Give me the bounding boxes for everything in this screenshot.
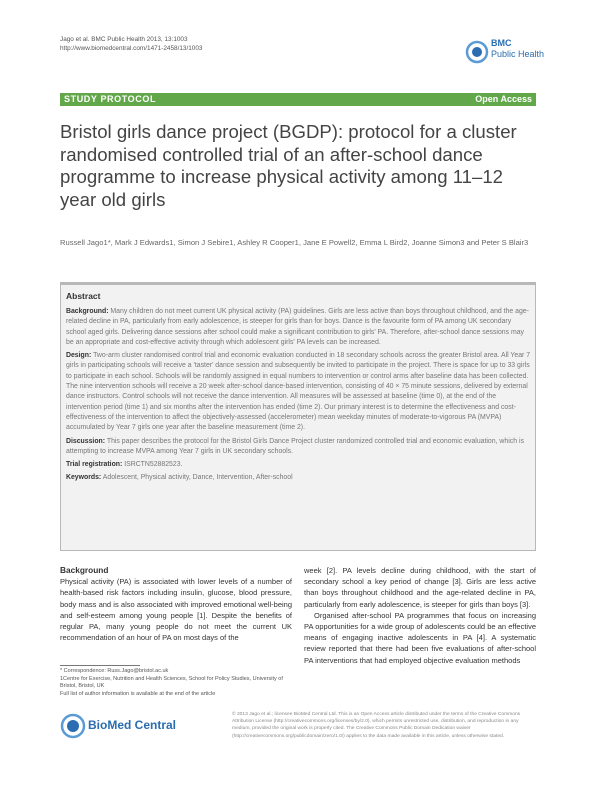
journal-name-line2: Public Health — [491, 49, 545, 59]
abstract-background-label: Background: — [66, 308, 109, 315]
abstract-background — [66, 307, 531, 348]
abstract-heading: Abstract — [66, 291, 101, 301]
article-type-label: STUDY PROTOCOL — [64, 94, 157, 104]
journal-name-line1: BMC — [491, 38, 512, 48]
article-type-banner — [60, 93, 536, 106]
body-column-right — [304, 565, 536, 666]
footnotes — [60, 668, 292, 699]
trial-registration-link[interactable]: ISRCTN52882523. — [124, 461, 183, 469]
open-access-label: Open Access — [475, 94, 532, 104]
abstract-discussion-label: Discussion: — [66, 437, 106, 445]
abstract-keywords — [66, 473, 531, 483]
body-paragraph-right-2: Organised after-school PA programmes that focus on increasing PA opportunities for a wide group of adolescents could be an effective means of engaging inactive adolescents in PA [4]. A systematic review reported that there had been five evaluations of after-school PA interventions that had employed objective evaluation methods — [304, 610, 536, 665]
abstract-design — [66, 351, 531, 433]
abstract-body — [66, 307, 531, 487]
background-heading: Background — [60, 565, 109, 575]
abstract-registration — [66, 460, 531, 470]
abstract-discussion — [66, 437, 531, 458]
article-title: Bristol girls dance project (BGDP): protocol for a cluster randomised controlled trial of an after-school dance programme to increase physical activity among 11–12 year old girls — [60, 121, 517, 210]
abstract-registration-label: Trial registration: — [66, 461, 123, 469]
author-list: Russell Jago1*, Mark J Edwards1, Simon J Sebire1, Ashley R Cooper1, Jane E Powell2, Emma L Bird2, Joanne Simon3 and Peter S Blair3 — [60, 238, 529, 247]
abstract-box — [60, 282, 536, 551]
abstract-keywords-text: Adolescent, Physical activity, Dance, Intervention, After-school — [102, 474, 293, 482]
body-column-left — [60, 565, 292, 643]
affiliation-note: 1Centre for Exercise, Nutrition and Health Sciences, School for Policy Studies, University of Bristol, Bristol, UK — [60, 675, 283, 690]
article-url-link[interactable]: http://www.biomedcentral.com/1471-2458/13/1003 — [60, 44, 203, 52]
license-text: © 2013 Jago et al.; licensee BioMed Central Ltd. This is an Open Access article distributed under the terms of the Creative Commons Attribution License (http://creativecommons.org/licenses/by/2.0), which permits unrestricted use, distribution, and reproduction in any medium, provided the original work is properly cited. The Creative Commons Public Domain Dedication waiver (http://creativecommons.org/publicdomain/zero/1.0/) applies to the data made available in this article, unless otherwise stated. — [232, 712, 521, 739]
journal-logo-text — [491, 38, 544, 60]
body-paragraph-right-1: week [2]. PA levels decline during childhood, with the start of secondary school a key period of change [3]. Girls are less active than boys throughout childhood and the age-related decline in PA, particularly from early adolescence, is steeper for girls than boys [3]. — [304, 566, 536, 609]
citation-text: Jago et al. BMC Public Health 2013, 13:1003 — [60, 36, 188, 43]
abstract-design-text: Two-arm cluster randomised control trial and economic evaluation conducted in 18 secondary schools across the greater Bristol area. All Year 7 girls in participating schools will receive a 'taster' dance session and subsequently be invited to participate in the project. There is space for up to 33 girls to participate in each school. Schools will be randomly assigned in equal numbers to intervention or control arms after baseline data has been collected. The nine intervention schools will receive a 20 week after-school dance-based intervention, consisting of 40 × 75 minute sessions, delivered by external dance instructors. Control schools will not receive the dance intervention. All measures will be assessed at baseline (time 0), at the end of the intervention period (time 1) and six months after the intervention has ended (time 2). Our primary interest is to determine the effectiveness and cost-effectiveness of the intervention to affect the objectively-assessed (accelerometer) mean weekday minutes of moderate-to-vigorous PA (MVPA) accumulated by Year 7 girls one year after the baseline measurement (time 2). — [66, 352, 531, 432]
correspondence-note: * Correspondence: Russ.Jago@bristol.ac.uk — [60, 668, 169, 674]
abstract-background-text: Many children do not meet current UK physical activity (PA) guidelines. Girls are less active than boys throughout childhood, and the age-related decline in PA, particularly from early adolescence, is steeper for girls than for boys. Dance is the favourite form of PA among UK secondary school aged girls. Delivering dance sessions after school could make a significant contribution to girls' PA. Therefore, after-school dance sessions may be an appropriate and cost-effective activity through which adolescent girls' PA levels can be increased. — [66, 308, 529, 346]
body-paragraph-left: Physical activity (PA) is associated with lower levels of a number of health-based risk factors including insulin, glucose, blood pressure, body mass and is also associated with improved emotional well-being and self-esteem among young people [1]. Despite the benefits of regular PA, many young people do not meet the current UK recommendation of an hour of PA on most days of the — [60, 577, 292, 643]
publisher-name: BioMed Central — [88, 718, 177, 732]
full-list-note: Full list of author information is available at the end of the article — [60, 691, 216, 698]
abstract-design-label: Design: — [66, 352, 92, 360]
header-citation — [60, 36, 202, 53]
abstract-keywords-label: Keywords: — [66, 474, 102, 482]
abstract-discussion-text: This paper describes the protocol for the Bristol Girls Dance Project cluster randomized controlled trial and economic evaluation, which is attempting to increase MVPA among Year 7 girls in UK secondary schools. — [66, 437, 524, 455]
footnote-divider — [60, 665, 140, 666]
